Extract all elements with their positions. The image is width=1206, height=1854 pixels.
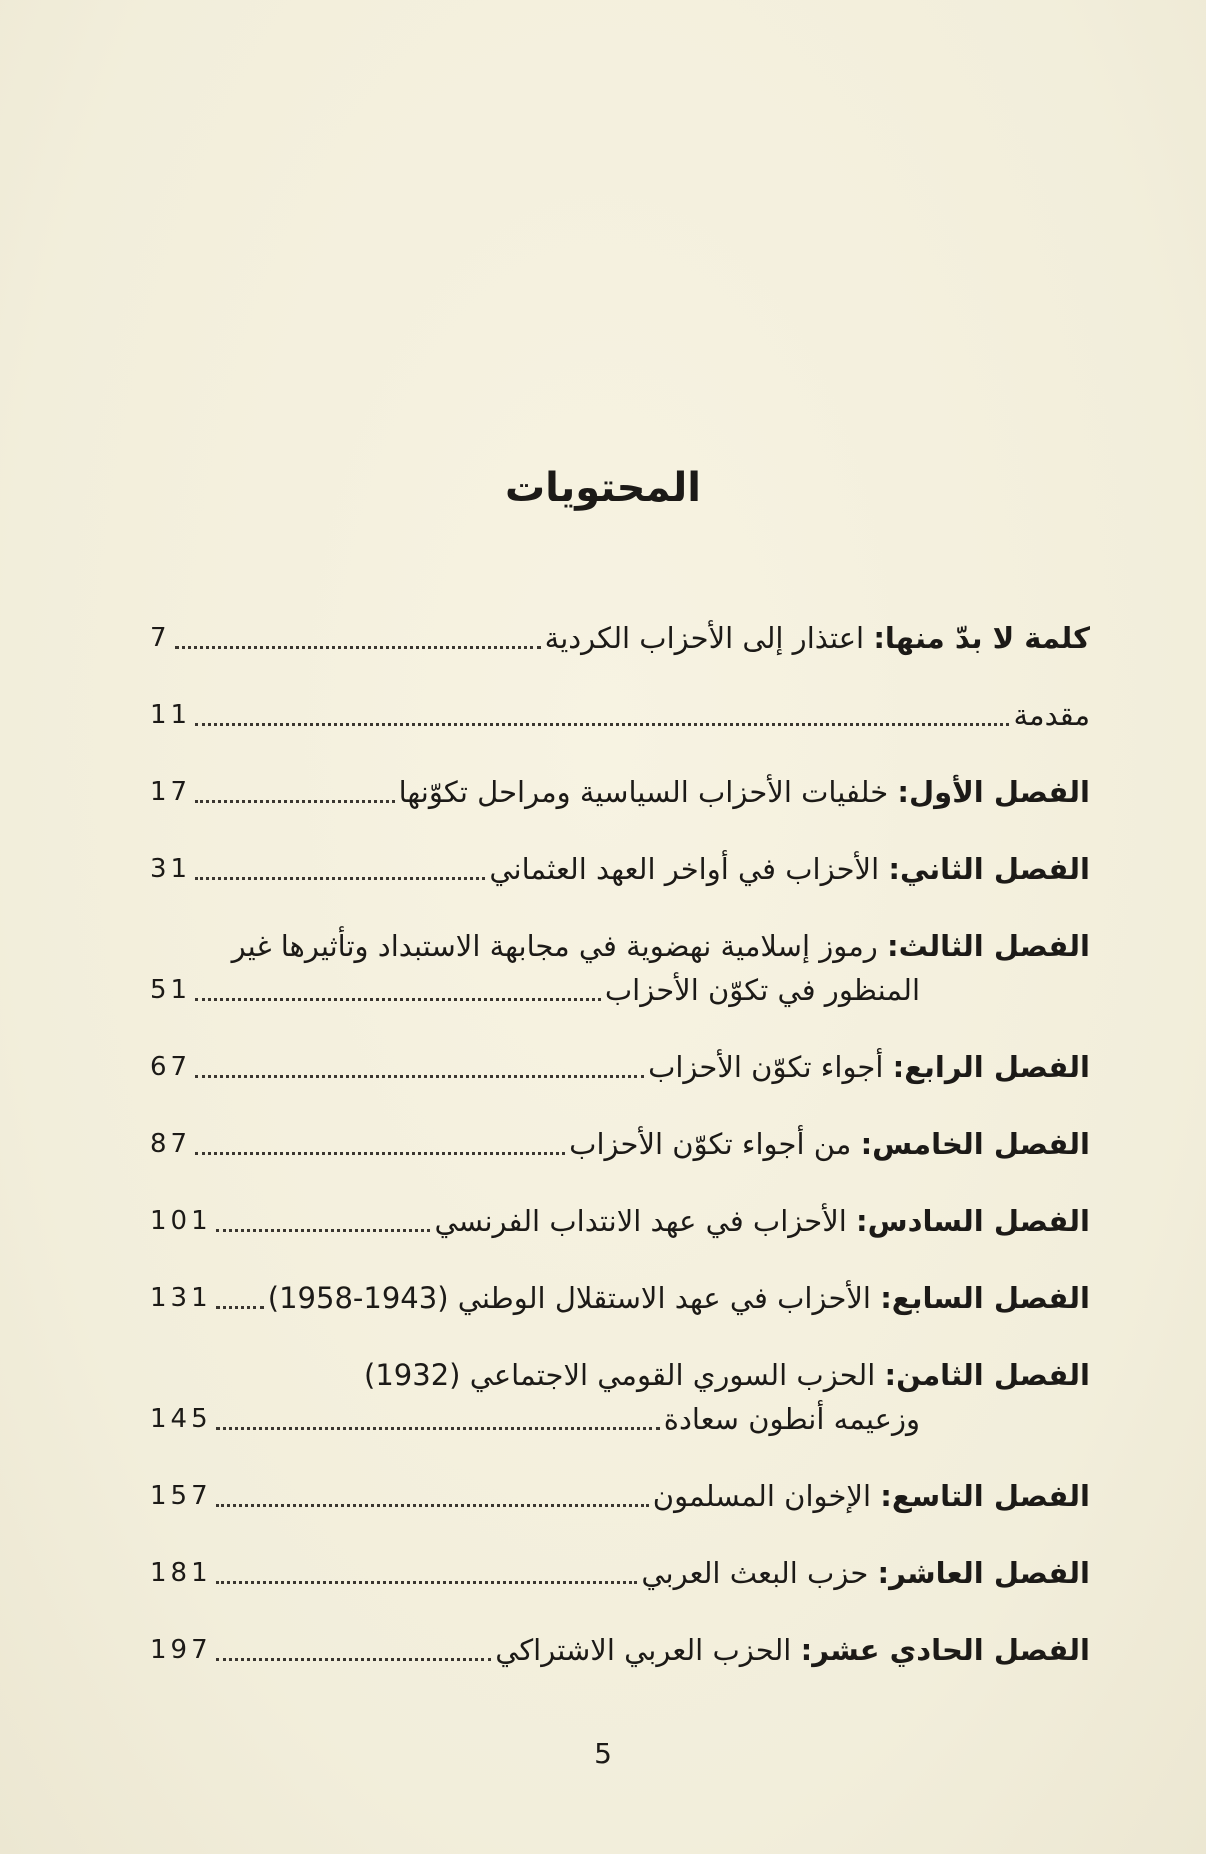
entry-head: الفصل العاشر: — [877, 1556, 1090, 1590]
leader-dots — [195, 800, 394, 803]
entry-title-continued: المنظور في تكوّن الأحزاب — [604, 973, 920, 1007]
entry-head: الفصل الأول: — [897, 775, 1090, 809]
entry-page: 67 — [150, 1052, 192, 1082]
entry-page: 7 — [150, 623, 171, 653]
leader-dots — [216, 1658, 492, 1661]
entry-title: الأحزاب في عهد الانتداب الفرنسي — [434, 1204, 847, 1238]
page-title: المحتويات — [504, 464, 701, 511]
leader-dots — [216, 1427, 660, 1430]
entry-title-continued: وزعيمه أنطون سعادة — [663, 1402, 920, 1436]
leader-dots — [216, 1229, 431, 1232]
entry-title: حزب البعث العربي — [641, 1556, 869, 1590]
entry-page: 131 — [150, 1283, 212, 1313]
entry-page: 31 — [150, 854, 192, 884]
entry-head: الفصل الثالث: — [887, 929, 1090, 963]
entry-page: 87 — [150, 1129, 192, 1159]
leader-dots — [195, 1152, 565, 1155]
toc-entry[interactable] — [150, 1276, 1090, 1320]
toc-entry[interactable] — [150, 924, 1090, 1012]
toc-entry[interactable] — [150, 616, 1090, 660]
entry-head: الفصل السادس: — [856, 1204, 1090, 1238]
leader-dots — [195, 1075, 644, 1078]
entry-title: أجواء تكوّن الأحزاب — [648, 1050, 884, 1084]
entry-title: من أجواء تكوّن الأحزاب — [569, 1127, 852, 1161]
entry-page: 17 — [150, 777, 192, 807]
leader-dots — [175, 646, 541, 649]
entry-title: رموز إسلامية نهضوية في مجابهة الاستبداد وتأثيرها غير — [231, 929, 878, 963]
leader-dots — [195, 723, 1009, 726]
entry-head: الفصل الثامن: — [884, 1358, 1090, 1392]
entry-page: 51 — [150, 975, 192, 1005]
toc-entry[interactable] — [150, 847, 1090, 891]
entry-page: 101 — [150, 1206, 212, 1236]
entry-title: الأحزاب في عهد الاستقلال الوطني (1943-1958) — [267, 1281, 871, 1315]
leader-dots — [195, 877, 485, 880]
entry-head: الفصل الثاني: — [888, 852, 1090, 886]
table-of-contents — [150, 616, 1090, 1705]
toc-entry[interactable] — [150, 770, 1090, 814]
entry-title: خلفيات الأحزاب السياسية ومراحل تكوّنها — [398, 775, 889, 809]
leader-dots — [216, 1581, 638, 1584]
leader-dots — [216, 1504, 649, 1507]
entry-title: الحزب السوري القومي الاجتماعي (1932) — [364, 1358, 876, 1392]
page-number: 5 — [594, 1737, 612, 1770]
entry-title: الأحزاب في أواخر العهد العثماني — [489, 852, 880, 886]
entry-head: كلمة لا بدّ منها: — [873, 621, 1090, 655]
entry-page: 11 — [150, 700, 192, 730]
entry-page: 197 — [150, 1635, 212, 1665]
toc-entry[interactable] — [150, 1353, 1090, 1441]
entry-head: الفصل الخامس: — [860, 1127, 1090, 1161]
entry-title: الحزب العربي الاشتراكي — [495, 1633, 792, 1667]
entry-page: 181 — [150, 1558, 212, 1588]
toc-entry[interactable] — [150, 1122, 1090, 1166]
leader-dots — [216, 1306, 264, 1309]
toc-entry[interactable] — [150, 1474, 1090, 1518]
toc-entry[interactable] — [150, 1628, 1090, 1672]
toc-entry[interactable] — [150, 1199, 1090, 1243]
entry-head: الفصل السابع: — [880, 1281, 1090, 1315]
leader-dots — [195, 998, 601, 1001]
toc-entry[interactable] — [150, 1551, 1090, 1595]
toc-entry[interactable] — [150, 693, 1090, 737]
entry-title: الإخوان المسلمون — [652, 1479, 872, 1513]
entry-title: مقدمة — [1013, 698, 1090, 732]
entry-head: الفصل الحادي عشر: — [800, 1633, 1090, 1667]
toc-entry[interactable] — [150, 1045, 1090, 1089]
entry-title: اعتذار إلى الأحزاب الكردية — [544, 621, 865, 655]
entry-page: 157 — [150, 1481, 212, 1511]
entry-head: الفصل الرابع: — [892, 1050, 1090, 1084]
entry-page: 145 — [150, 1404, 212, 1434]
entry-head: الفصل التاسع: — [880, 1479, 1090, 1513]
